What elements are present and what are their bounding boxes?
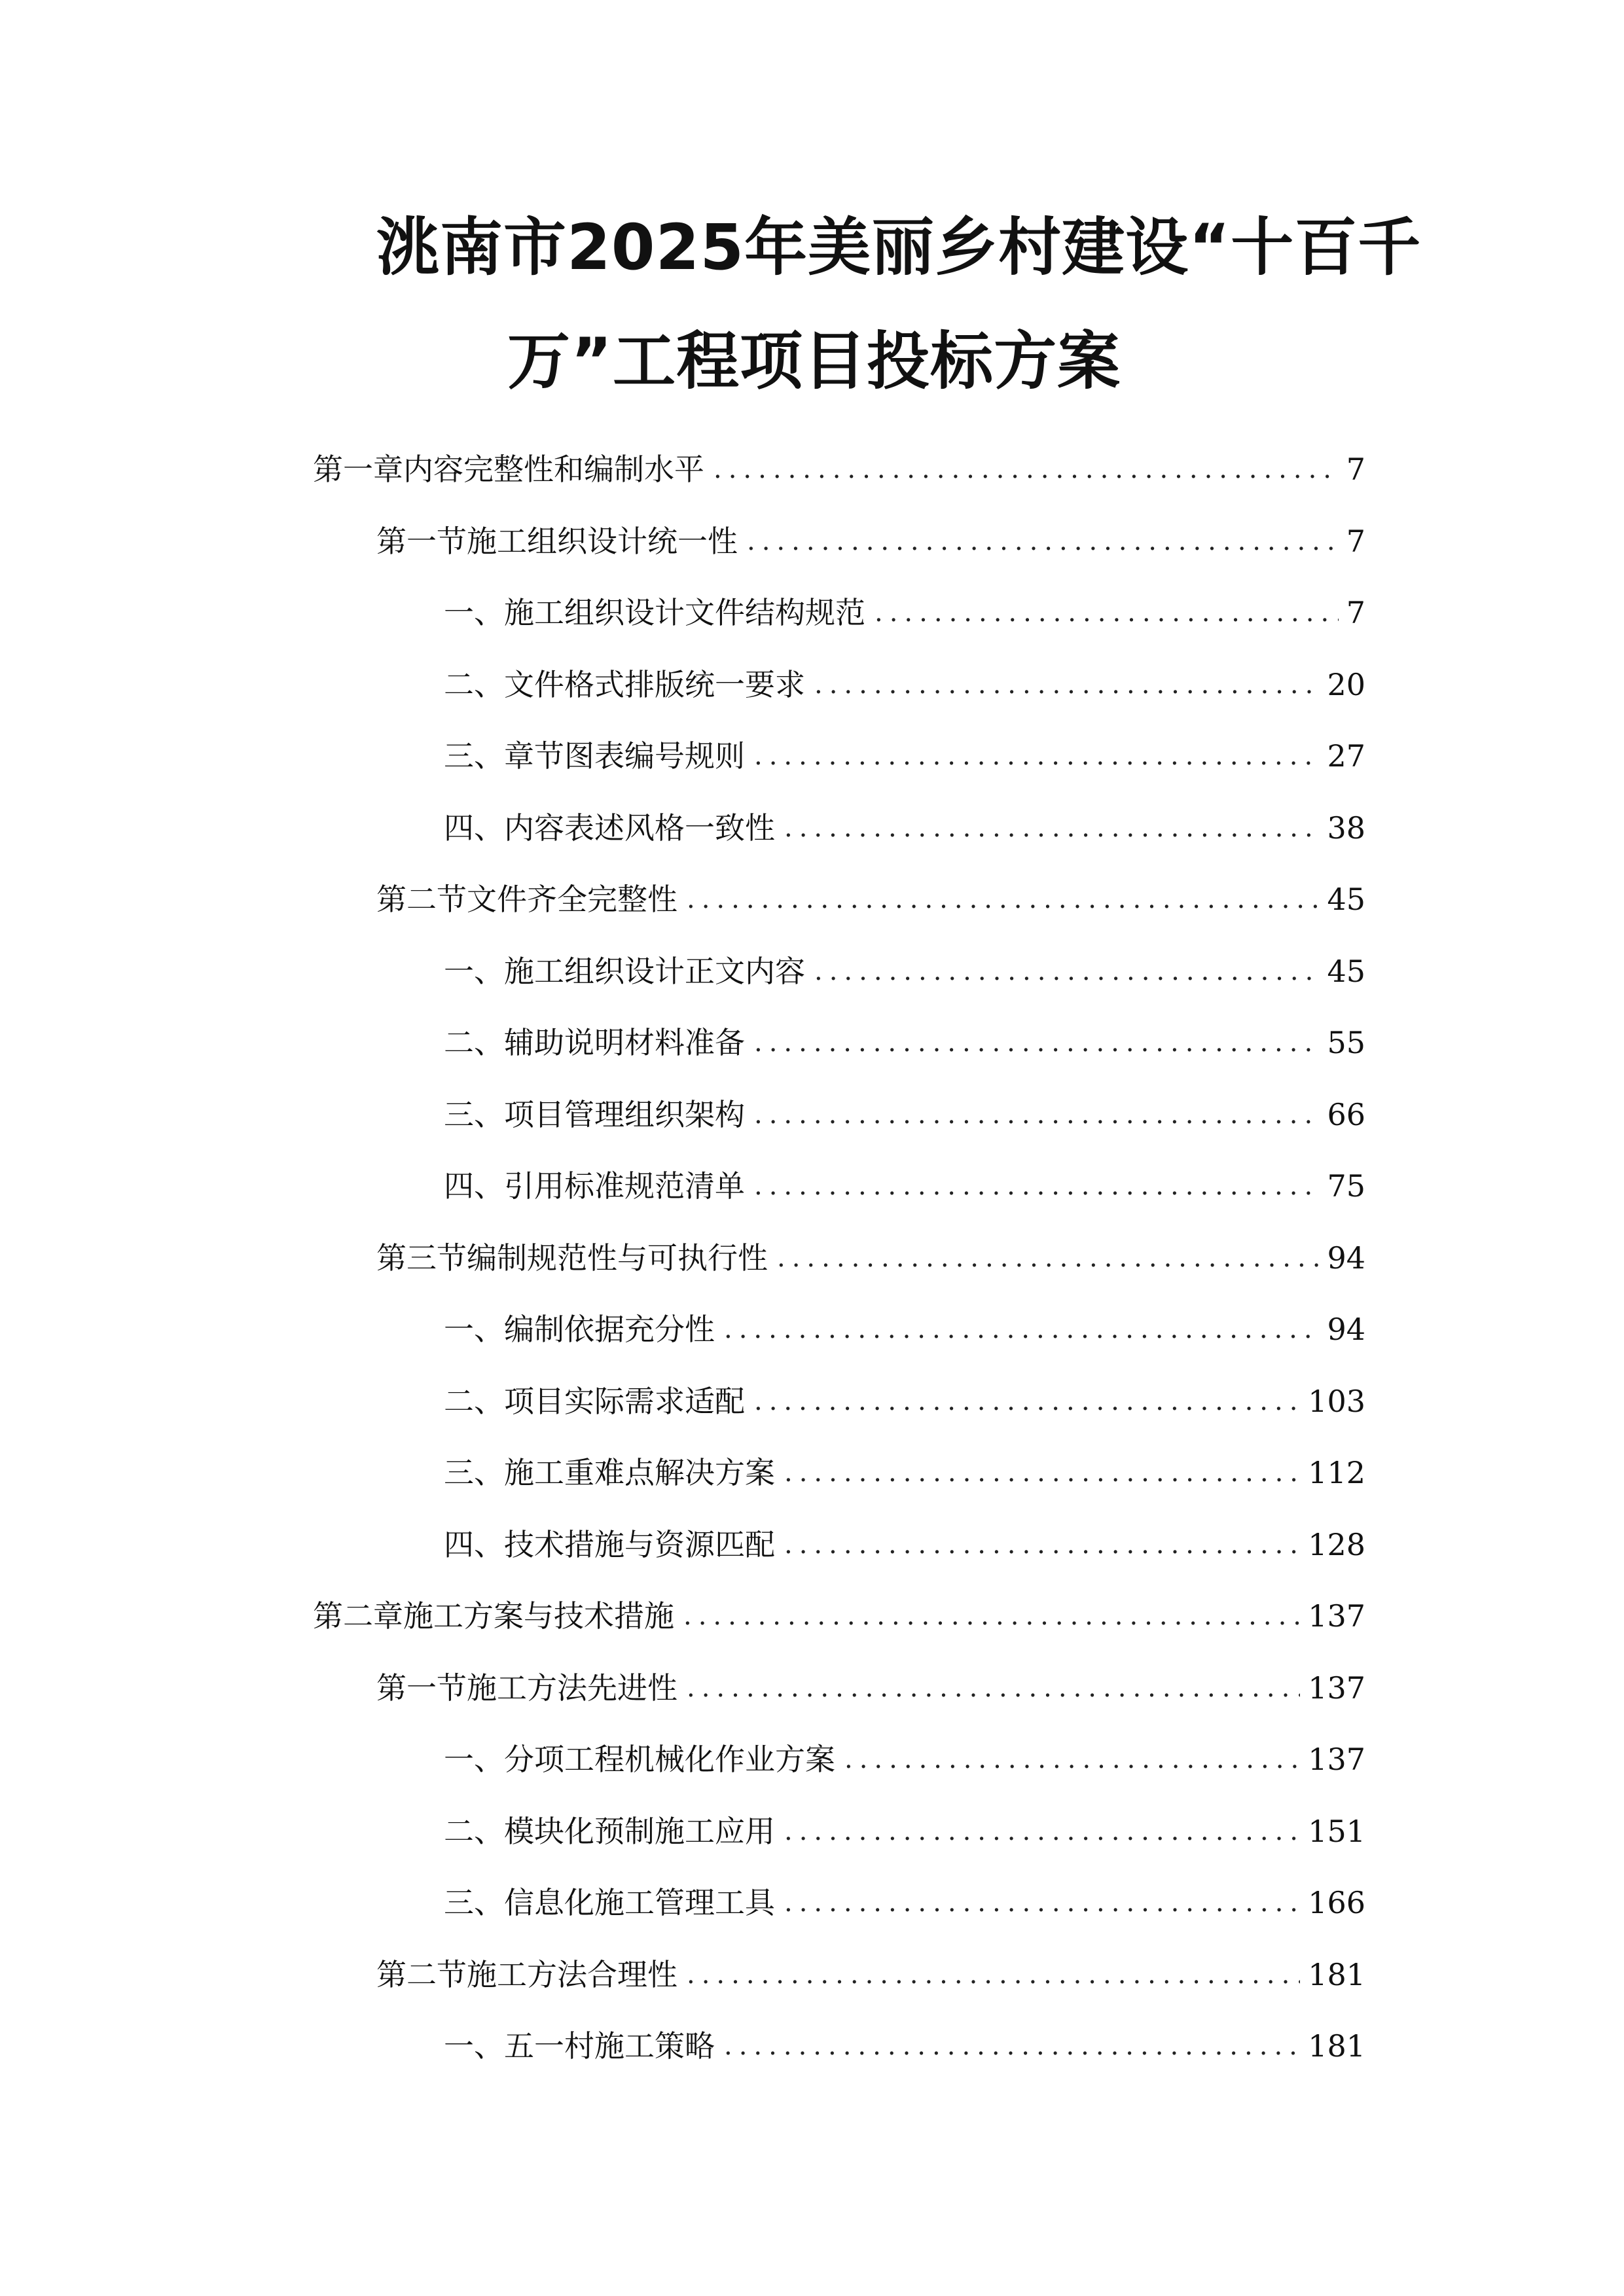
toc-entry[interactable] <box>376 1952 1365 1998</box>
toc-entry-title: 项目实际需求适配 <box>504 1383 745 1419</box>
toc-entry[interactable] <box>444 1378 1365 1424</box>
toc-entry-number: 第二章 <box>313 1598 403 1634</box>
toc-entry-title: 施工组织设计文件结构规范 <box>504 595 865 630</box>
toc-entry-number: 二、 <box>444 1383 504 1419</box>
toc-dot-leader <box>687 876 1319 922</box>
toc-dot-leader <box>754 1163 1319 1209</box>
toc-entry-title: 章节图表编号规则 <box>504 738 745 774</box>
toc-dot-leader <box>754 1092 1319 1138</box>
toc-dot-leader <box>784 1808 1300 1854</box>
toc-dot-leader <box>687 1665 1300 1711</box>
toc-entry-number: 一、 <box>444 2028 504 2064</box>
toc-entry-number: 一、 <box>444 953 504 989</box>
toc-entry-number: 第二节 <box>376 1956 467 1992</box>
toc-entry[interactable] <box>444 948 1365 994</box>
toc-entry[interactable] <box>376 518 1365 564</box>
toc-entry-page-number: 137 <box>1308 1598 1365 1634</box>
toc-dot-leader <box>724 2023 1300 2069</box>
toc-entry-number: 三、 <box>444 1096 504 1132</box>
toc-entry[interactable] <box>444 1020 1365 1066</box>
toc-entry-number: 一、 <box>444 595 504 630</box>
toc-entry-page-number: 66 <box>1327 1096 1365 1132</box>
toc-dot-leader <box>754 1378 1300 1424</box>
toc-entry-title: 施工组织设计统一性 <box>467 523 738 559</box>
toc-dot-leader <box>875 590 1339 636</box>
toc-entry-title: 五一村施工策略 <box>504 2028 715 2064</box>
toc-entry[interactable] <box>444 733 1365 779</box>
toc-entry-title: 文件格式排版统一要求 <box>504 666 805 702</box>
toc-dot-leader <box>724 1306 1319 1352</box>
toc-entry-page-number: 137 <box>1308 1742 1365 1777</box>
toc-entry[interactable] <box>444 1092 1365 1138</box>
toc-entry[interactable] <box>376 876 1365 922</box>
toc-entry-title: 施工重难点解决方案 <box>504 1455 775 1490</box>
toc-dot-leader <box>683 1593 1300 1639</box>
toc-entry[interactable] <box>444 1522 1365 1568</box>
toc-entry-title: 引用标准规范清单 <box>504 1168 745 1204</box>
toc-entry-page-number: 166 <box>1308 1885 1365 1920</box>
toc-entry[interactable] <box>444 1450 1365 1496</box>
toc-entry-page-number: 27 <box>1327 738 1365 774</box>
toc-entry-page-number: 128 <box>1308 1526 1365 1562</box>
toc-dot-leader <box>754 1020 1319 1066</box>
toc-entry-title: 文件齐全完整性 <box>467 882 677 917</box>
toc-entry-number: 四、 <box>444 810 504 846</box>
toc-entry-page-number: 94 <box>1327 1312 1365 1347</box>
toc-entry-number: 二、 <box>444 666 504 702</box>
toc-entry-title: 内容表述风格一致性 <box>504 810 775 846</box>
toc-entry-number: 第二节 <box>376 882 467 917</box>
toc-dot-leader <box>814 948 1319 994</box>
toc-entry-page-number: 7 <box>1346 523 1365 559</box>
toc-entry-page-number: 181 <box>1308 1956 1365 1992</box>
toc-entry-number: 四、 <box>444 1526 504 1562</box>
toc-dot-leader <box>687 1952 1300 1998</box>
toc-entry-title: 施工方法先进性 <box>467 1670 677 1706</box>
toc-entry[interactable] <box>376 1235 1365 1281</box>
toc-entry[interactable] <box>444 1163 1365 1209</box>
toc-dot-leader <box>713 446 1339 492</box>
toc-dot-leader <box>784 1450 1300 1496</box>
toc-entry-title: 模块化预制施工应用 <box>504 1813 775 1849</box>
toc-entry-number: 三、 <box>444 1455 504 1490</box>
toc-entry-title: 项目管理组织架构 <box>504 1096 745 1132</box>
toc-entry-number: 三、 <box>444 738 504 774</box>
toc-entry-title: 编制规范性与可执行性 <box>467 1240 768 1276</box>
toc-dot-leader <box>814 662 1319 708</box>
toc-entry-title: 分项工程机械化作业方案 <box>504 1742 835 1777</box>
toc-entry-page-number: 55 <box>1327 1025 1365 1060</box>
toc-entry-number: 三、 <box>444 1885 504 1920</box>
toc-entry-page-number: 103 <box>1308 1383 1365 1419</box>
toc-entry-page-number: 38 <box>1327 810 1365 846</box>
toc-entry-page-number: 7 <box>1346 452 1365 487</box>
toc-entry-page-number: 20 <box>1327 666 1365 702</box>
toc-entry[interactable] <box>444 590 1365 636</box>
toc-entry-title: 信息化施工管理工具 <box>504 1885 775 1920</box>
toc-entry-number: 一、 <box>444 1742 504 1777</box>
toc-entry-title: 施工方案与技术措施 <box>403 1598 674 1634</box>
toc-dot-leader <box>784 1880 1300 1926</box>
toc-entry-page-number: 137 <box>1308 1670 1365 1706</box>
toc-entry-title: 辅助说明材料准备 <box>504 1025 745 1060</box>
document-title-line-1: 洮南市2025年美丽乡村建设“十百千 <box>376 211 1422 284</box>
toc-entry-page-number: 151 <box>1308 1813 1365 1849</box>
toc-entry-page-number: 45 <box>1327 953 1365 989</box>
toc-entry-number: 一、 <box>444 1312 504 1347</box>
toc-entry-page-number: 94 <box>1327 1240 1365 1276</box>
toc-dot-leader <box>754 733 1319 779</box>
toc-entry-number: 四、 <box>444 1168 504 1204</box>
toc-entry[interactable] <box>444 1880 1365 1926</box>
toc-entry-number: 第一节 <box>376 523 467 559</box>
toc-dot-leader <box>784 805 1319 851</box>
toc-entry-title: 施工组织设计正文内容 <box>504 953 805 989</box>
toc-entry-page-number: 7 <box>1346 595 1365 630</box>
toc-entry-title: 内容完整性和编制水平 <box>403 452 704 487</box>
toc-entry-number: 第一节 <box>376 1670 467 1706</box>
toc-entry[interactable] <box>444 2023 1365 2069</box>
toc-entry-title: 技术措施与资源匹配 <box>504 1526 775 1562</box>
toc-entry[interactable] <box>444 805 1365 851</box>
toc-entry[interactable] <box>444 1736 1365 1782</box>
toc-entry[interactable] <box>444 662 1365 708</box>
toc-entry-page-number: 75 <box>1327 1168 1365 1204</box>
toc-entry-title: 施工方法合理性 <box>467 1956 677 1992</box>
toc-entry[interactable] <box>376 1665 1365 1711</box>
toc-entry-page-number: 112 <box>1308 1455 1365 1490</box>
toc-dot-leader <box>784 1522 1300 1568</box>
toc-entry-number: 二、 <box>444 1813 504 1849</box>
toc-dot-leader <box>844 1736 1300 1782</box>
toc-entry-page-number: 181 <box>1308 2028 1365 2064</box>
toc-entry-number: 第一章 <box>313 452 403 487</box>
toc-entry[interactable] <box>444 1808 1365 1854</box>
toc-dot-leader <box>777 1235 1319 1281</box>
toc-entry[interactable] <box>313 1593 1365 1639</box>
toc-entry-page-number: 45 <box>1327 882 1365 917</box>
toc-entry[interactable] <box>313 446 1365 492</box>
document-title-line-2: 万”工程项目投标方案 <box>507 325 1121 398</box>
toc-entry-number: 二、 <box>444 1025 504 1060</box>
toc-entry-number: 第三节 <box>376 1240 467 1276</box>
toc-dot-leader <box>747 518 1339 564</box>
toc-entry-title: 编制依据充分性 <box>504 1312 715 1347</box>
toc-entry[interactable] <box>444 1306 1365 1352</box>
